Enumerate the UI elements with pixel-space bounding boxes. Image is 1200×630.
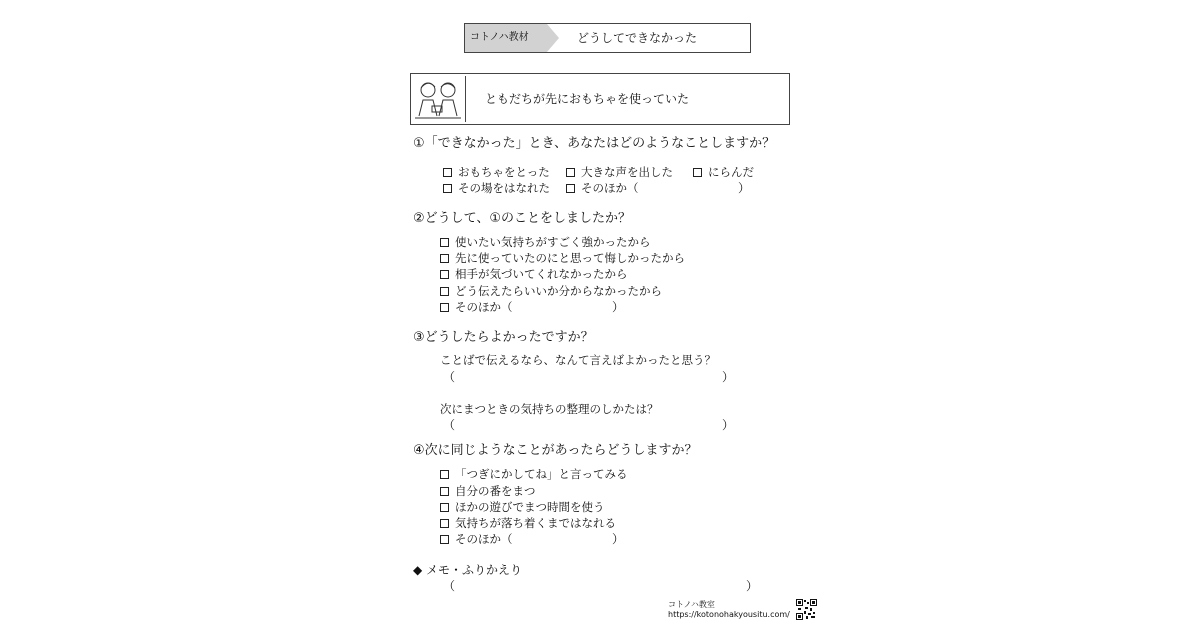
q3-answer-2-close: ） (722, 418, 735, 432)
worksheet-header (464, 23, 751, 53)
question-3: ③どうしたらよかったですか？ (413, 330, 594, 345)
checkbox[interactable] (440, 287, 449, 296)
q2-option-1[interactable]: 使いたい気持ちがすごく強かったから (440, 235, 651, 249)
q3-sub-question-2: 次にまつときの気持ちの整理のしかたは？ (440, 402, 659, 416)
question-1: ①「できなかった」とき、あなたはどのようなことしますか？ (413, 136, 776, 151)
qr-code-icon (796, 599, 817, 620)
memo-title: ◆ メモ・ふりかえり (413, 563, 523, 577)
q3-sub-question-1: ことばで伝えるなら、なんて言えばよかったと思う？ (440, 353, 716, 367)
checkbox[interactable] (440, 270, 449, 279)
memo-open: （ (443, 579, 456, 593)
q1-option-other[interactable]: そのほか（ (566, 181, 639, 195)
checkbox[interactable] (440, 470, 449, 479)
checkbox[interactable] (440, 487, 449, 496)
scene-description: ともだちが先におもちゃを使っていた (485, 92, 690, 106)
checkbox[interactable] (443, 184, 452, 193)
q4-option-1[interactable]: 「つぎにかしてね」と言ってみる (440, 467, 628, 481)
q2-option-4[interactable]: どう伝えたらいいか分からなかったから (440, 284, 662, 298)
q3-answer-1-open: （ (443, 370, 456, 384)
q4-option-4[interactable]: 気持ちが落ち着くまではなれる (440, 516, 616, 530)
q1-option-3[interactable]: にらんだ (693, 165, 754, 179)
q2-option-3[interactable]: 相手が気づいてくれなかったから (440, 267, 628, 281)
q3-answer-2-open: （ (443, 418, 456, 432)
checkbox[interactable] (440, 303, 449, 312)
material-tag: コトノハ教材 (465, 24, 547, 52)
checkbox[interactable] (566, 168, 575, 177)
scene-box (410, 73, 790, 125)
q4-option-2[interactable]: 自分の番をまつ (440, 484, 536, 498)
q1-other-close: ） (738, 181, 751, 195)
q2-option-other[interactable]: そのほか（ (440, 300, 513, 314)
q1-option-4[interactable]: その場をはなれた (443, 181, 550, 195)
tag-arrow (547, 24, 559, 52)
children-illustration (413, 76, 466, 122)
worksheet-title: どうしてできなかった (577, 31, 698, 45)
q4-option-other[interactable]: そのほか（ (440, 532, 513, 546)
checkbox[interactable] (566, 184, 575, 193)
checkbox[interactable] (440, 254, 449, 263)
footer-url[interactable]: https://kotonohakyousitu.com/ (668, 610, 790, 619)
q1-option-1[interactable]: おもちゃをとった (443, 165, 550, 179)
q4-other-close: ） (612, 532, 625, 546)
q1-option-2[interactable]: 大きな声を出した (566, 165, 673, 179)
footer-brand: コトノハ教室 (668, 600, 715, 609)
question-4: ④次に同じようなことがあったらどうしますか？ (413, 443, 698, 458)
checkbox[interactable] (440, 503, 449, 512)
q3-answer-1-close: ） (722, 370, 735, 384)
memo-close: ） (746, 579, 759, 593)
checkbox[interactable] (443, 168, 452, 177)
checkbox[interactable] (693, 168, 702, 177)
checkbox[interactable] (440, 519, 449, 528)
question-2: ②どうして、①のことをしましたか？ (413, 211, 632, 226)
checkbox[interactable] (440, 238, 449, 247)
q2-other-close: ） (612, 300, 625, 314)
q4-option-3[interactable]: ほかの遊びでまつ時間を使う (440, 500, 605, 514)
q2-option-2[interactable]: 先に使っていたのにと思って悔しかったから (440, 251, 685, 265)
checkbox[interactable] (440, 535, 449, 544)
